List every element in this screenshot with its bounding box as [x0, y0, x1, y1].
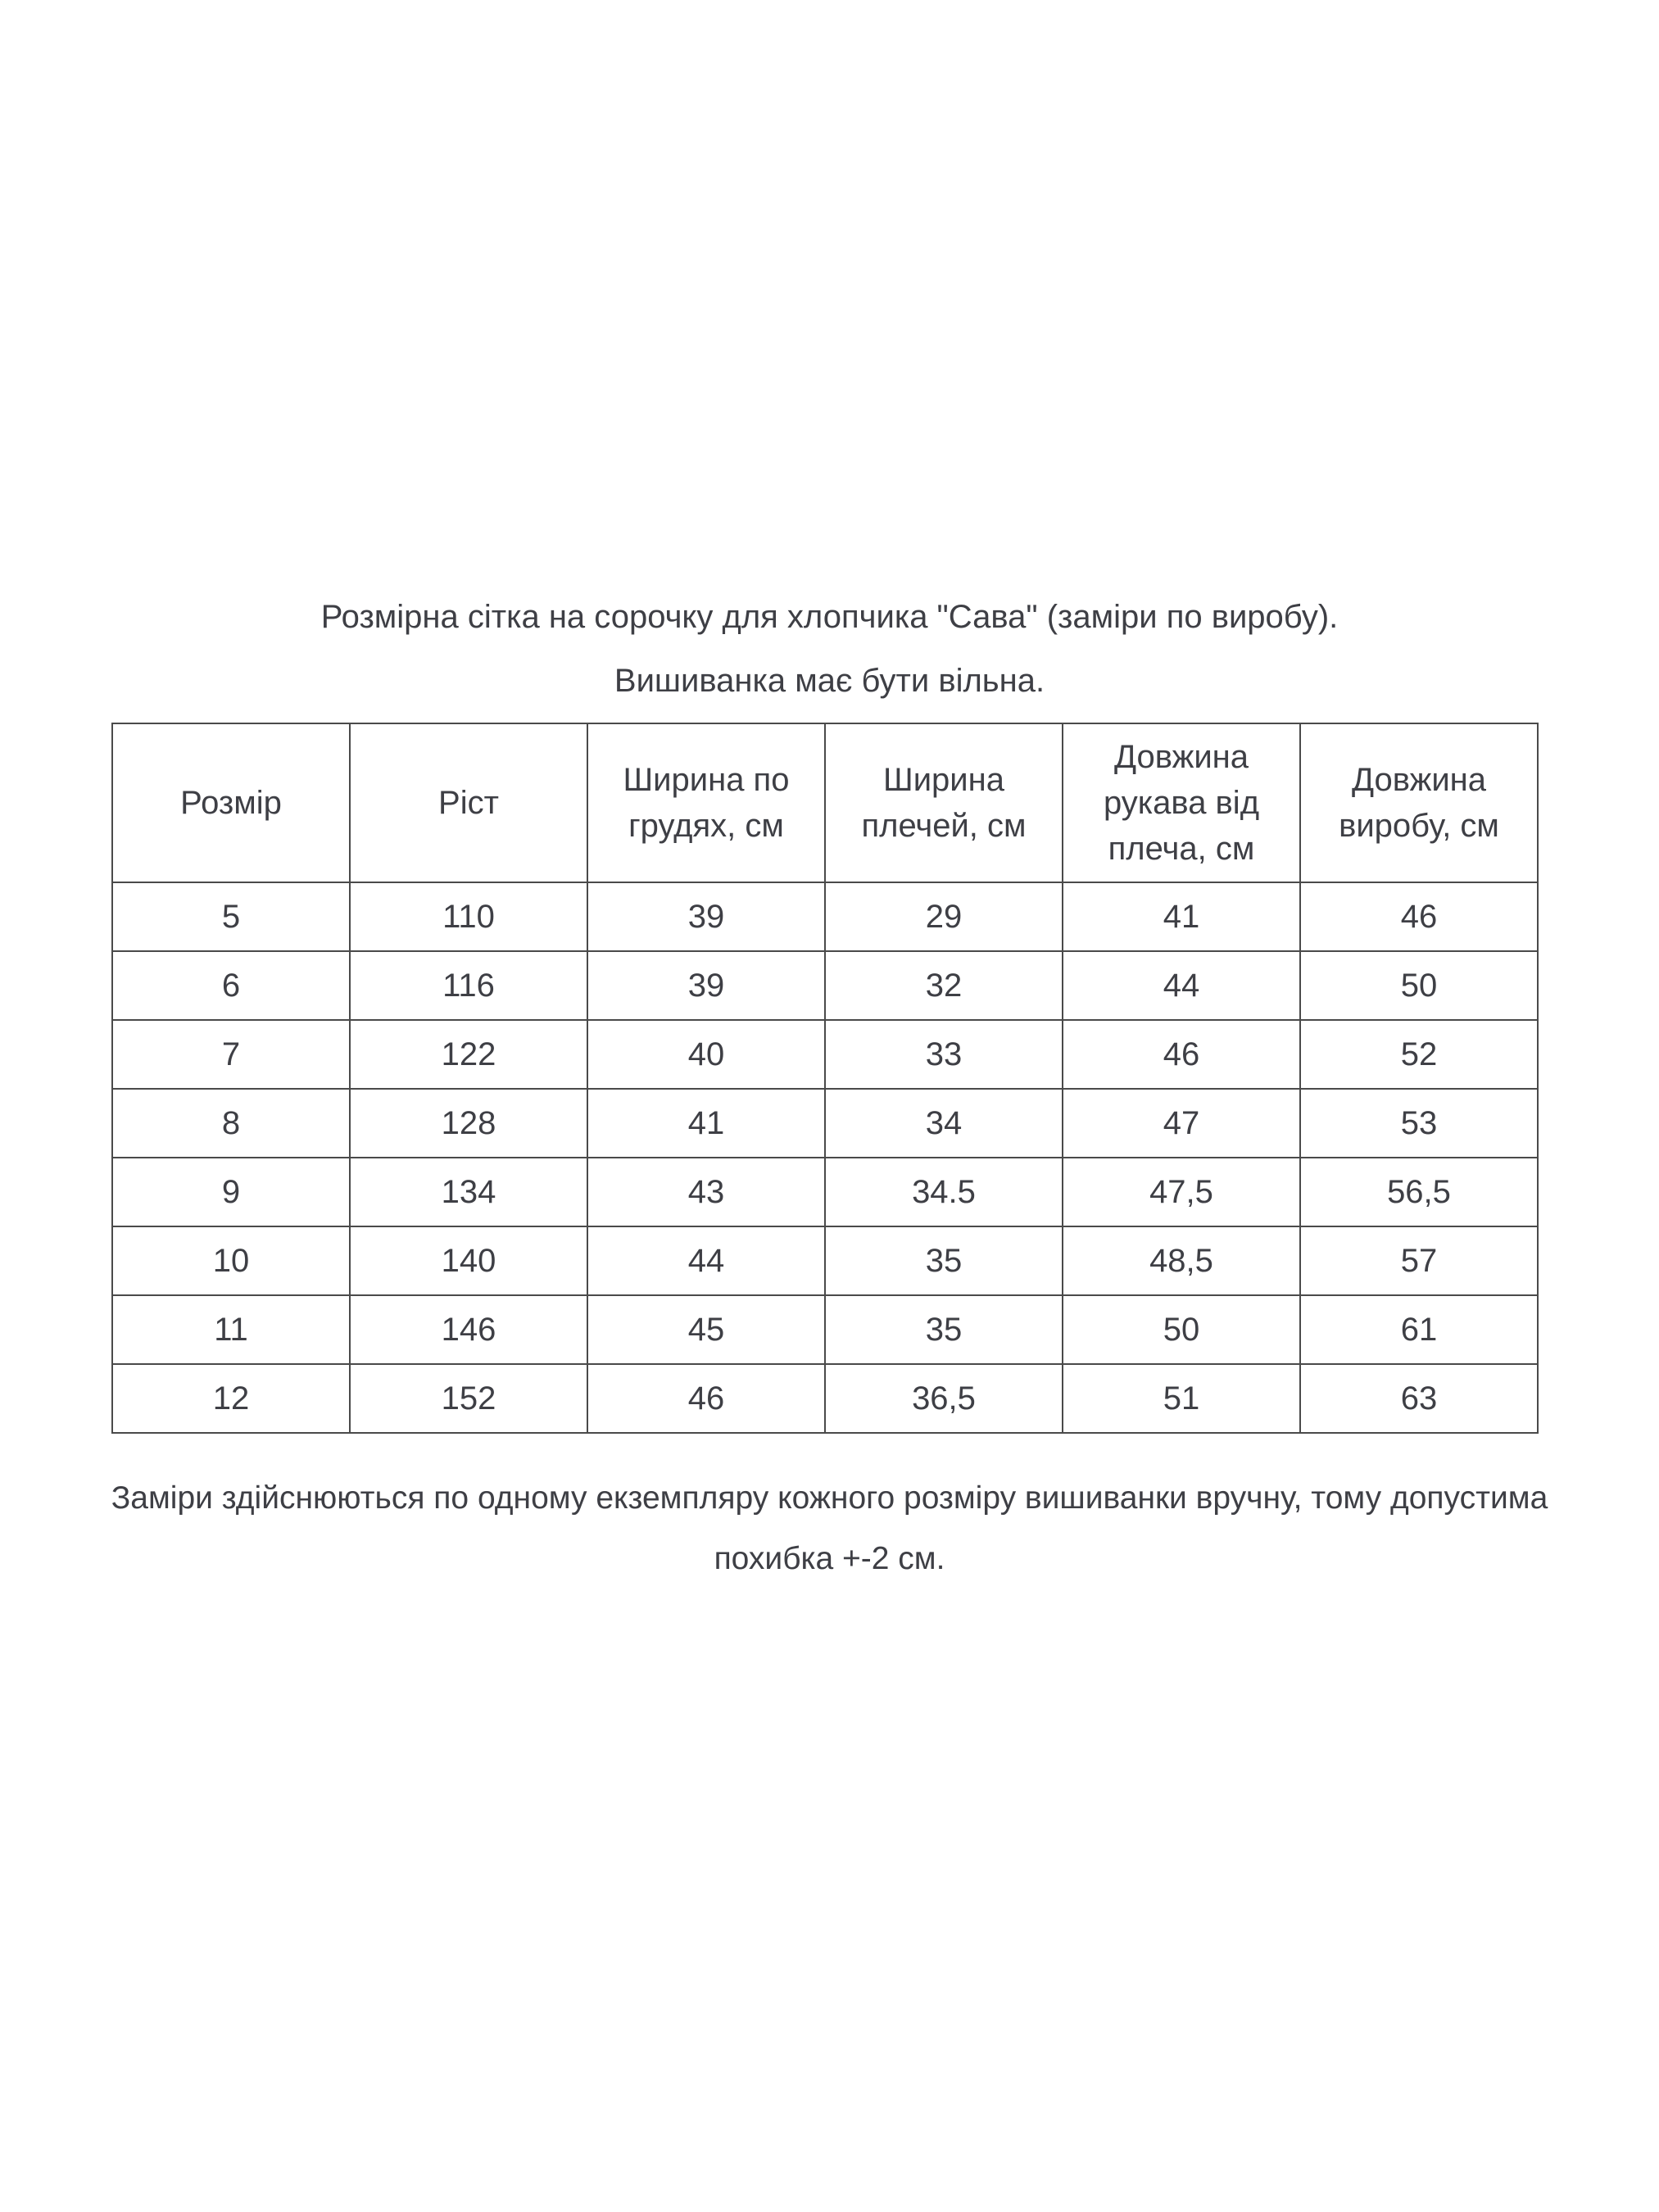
table-cell: 35: [825, 1226, 1063, 1295]
table-cell: 6: [112, 951, 350, 1020]
table-cell: 47,5: [1063, 1158, 1300, 1226]
column-header-height: Ріст: [350, 723, 587, 882]
table-cell: 32: [825, 951, 1063, 1020]
table-cell: 110: [350, 882, 587, 951]
measurement-note-line2: похибка +-2 см.: [714, 1541, 945, 1576]
table-cell: 57: [1300, 1226, 1538, 1295]
measurement-note: [0, 1468, 1659, 1589]
table-cell: 56,5: [1300, 1158, 1538, 1226]
table-cell: 44: [587, 1226, 825, 1295]
table-cell: 5: [112, 882, 350, 951]
table-cell: 47: [1063, 1089, 1300, 1158]
table-header: [112, 723, 1538, 882]
table-row: [112, 1020, 1538, 1089]
table-cell: 46: [1300, 882, 1538, 951]
size-chart-table: [111, 723, 1539, 1434]
table-cell: 12: [112, 1364, 350, 1433]
table-cell: 48,5: [1063, 1226, 1300, 1295]
table-cell: 9: [112, 1158, 350, 1226]
table-cell: 134: [350, 1158, 587, 1226]
table-cell: 7: [112, 1020, 350, 1089]
table-cell: 34: [825, 1089, 1063, 1158]
table-cell: 50: [1063, 1295, 1300, 1364]
table-cell: 50: [1300, 951, 1538, 1020]
table-cell: 33: [825, 1020, 1063, 1089]
table-cell: 51: [1063, 1364, 1300, 1433]
table-cell: 36,5: [825, 1364, 1063, 1433]
table-cell: 61: [1300, 1295, 1538, 1364]
table-row: [112, 1226, 1538, 1295]
table-cell: 46: [1063, 1020, 1300, 1089]
table-cell: 41: [1063, 882, 1300, 951]
table-row: [112, 951, 1538, 1020]
table-cell: 122: [350, 1020, 587, 1089]
table-cell: 140: [350, 1226, 587, 1295]
table-cell: 10: [112, 1226, 350, 1295]
table-cell: 63: [1300, 1364, 1538, 1433]
column-header-size: Розмір: [112, 723, 350, 882]
table-cell: 39: [587, 882, 825, 951]
table-cell: 146: [350, 1295, 587, 1364]
table-cell: 52: [1300, 1020, 1538, 1089]
table-cell: 34.5: [825, 1158, 1063, 1226]
table-cell: 41: [587, 1089, 825, 1158]
table-cell: 44: [1063, 951, 1300, 1020]
table-row: [112, 1158, 1538, 1226]
page-title: [0, 585, 1659, 713]
table-row: [112, 882, 1538, 951]
column-header-shoulder-width: Ширина плечей, см: [825, 723, 1063, 882]
table-cell: 46: [587, 1364, 825, 1433]
table-cell: 39: [587, 951, 825, 1020]
table-cell: 43: [587, 1158, 825, 1226]
table-cell: 40: [587, 1020, 825, 1089]
table-body: [112, 882, 1538, 1433]
table-row: [112, 1295, 1538, 1364]
table-cell: 35: [825, 1295, 1063, 1364]
table-cell: 116: [350, 951, 587, 1020]
measurement-note-line1: Заміри здійснюються по одному екземпляру кожного розміру вишиванки вручну, тому допустима: [111, 1480, 1548, 1516]
table-cell: 45: [587, 1295, 825, 1364]
column-header-sleeve-length: Довжина рукава від плеча, см: [1063, 723, 1300, 882]
table-row: [112, 1364, 1538, 1433]
table-cell: 29: [825, 882, 1063, 951]
column-header-item-length: Довжина виробу, см: [1300, 723, 1538, 882]
column-header-chest-width: Ширина по грудях, см: [587, 723, 825, 882]
table-cell: 128: [350, 1089, 587, 1158]
table-row: [112, 1089, 1538, 1158]
table-cell: 11: [112, 1295, 350, 1364]
table-cell: 152: [350, 1364, 587, 1433]
header-row: [112, 723, 1538, 882]
page-title-line1: Розмірна сітка на сорочку для хлопчика "Сава" (заміри по виробу).: [320, 599, 1339, 635]
page-title-line2: Вишиванка має бути вільна.: [614, 663, 1045, 699]
table-cell: 53: [1300, 1089, 1538, 1158]
table-cell: 8: [112, 1089, 350, 1158]
